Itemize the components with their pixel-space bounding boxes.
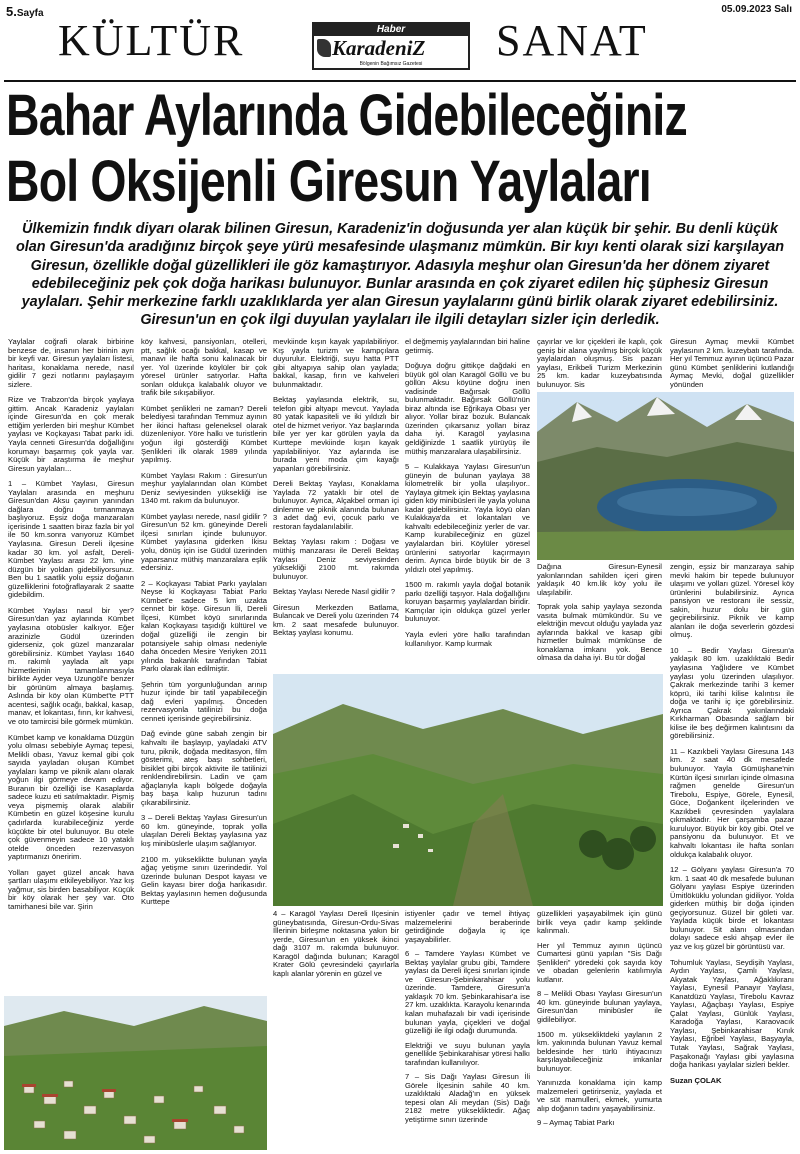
- article-column-3: mevkiinde kışın kayak yapılabiliriyor. Kış yayla turizm ve kampçılara duyurulur. Elektriği, suyu hatta PTT gibi altyapıya sahip olan yaylada; bakkal, kasap, fırın ve kahveleri bulunmaktadır. Bektaş yaylasında elektrik, su, telefon gibi altyapı mevcut. Yaylada 80 yatak kapasiteli ve iki yıldızlı bir otel de hizmet veriyor. Yaz başlarında bile yer yer kar görülen yayla da Kurttepe mevkiinde kışın kayak yapılabiliniyor. Yaz aylarında ise burada yeni moda çim kayağı yapanları görebilirsiniz. Dereli Bektaş Yaylası, Konaklama Yaylada 72 yataklı bir otel de bulunuyor. Ayrıca, Alçakbel orman içi dinlenme ve piknik alanında bulunan 3 adet dağ evi, çocuk parkı ve restoran faydalanılabilir. Bektaş Yaylası rakım : Doğası ve müthiş manzarası ile Dereli Bektaş Yaylası Deniz seviyesinden yüksekliği 2100 mt. rakımda bulunuyor. Bektaş Yaylası Nerede Nasıl gidilir ? Giresun Merkezden Batlama, Bulancak ve Dereli yolu üzerinden 74 km. 2 saat mesafede bulunuyor. Bektaş yaylası konumu.: [273, 338, 399, 638]
- newspaper-logo: Haber KaradeniZ Bölgenin Bağımsız Gazetesi: [312, 22, 470, 70]
- lake-photo: [537, 392, 794, 560]
- article-column-4: el değmemiş yaylalarından biri haline getirmiş. Doğuya doğru gittikçe dağdaki en büyük göl olan Karagöl Göllü ve bu göllün Aksu köyüne doğru inen vadisinde Bağırsak Göllü bulunmaktadır. Bağırsak Göllü'nün biraz altında ise Eğrikaya Obası yer alıyor. Yollar biraz bozuk. Bulancak üzerinden çıkarsanız yolları biraz daha iyi. Karagöl yaylasına geldiğinizde 1 saatlik yürüyüş ile müthiş manzaralara ulaşabilirsiniz. 5 – Kulakkaya Yaylası Giresun'un güneyin de bulunan yaylaya 38 kilometrelik bir yolla ulaşılıyor.. Yaylaya gitmek için Bektaş yaylasına giden köy minibüsleri ile yayla yoluna kadar gidebilirsiniz. Yayla köyü olan Kulakkaya'da et lokantaları ve kahvaltı edebileceğiniz yerler de var. Kamp kurabileceğiniz en güzel yaylalardan biri. Köylüler yöresel ürünlerini satıyorlar kaçırmayın derim. Ayrıca birde büyük bir de 3 yıldızlı otel yapılmış. 1500 m. rakımlı yayla doğal botanik parkı özelliği taşıyor. Hala doğallığını koruyan başarmış yaylalardan biridir. Kamçılar için oldukça güzel yerler bulunuyor. Yayla evleri yöre halkı tarafından kullanılıyor. Kamp kurmak: [405, 338, 530, 648]
- village-photo: [4, 996, 267, 1150]
- section-title-right: SANAT: [496, 16, 648, 65]
- page-number: 5.Sayfa: [6, 4, 44, 19]
- article-column-2: köy kahvesi, pansiyonları, otelleri, ptt, sağlık ocağı bakkal, kasap ve manavı ile hafta sonu kalınacak bir yer. Yol üzerinde köylüler bir çok yöresel ürünler satıyorlar. Hafta sonları oldukça kalabalık oluyor ve trafik bile sıkışabiliyor. Kümbet şenlikleri ne zaman? Dereli belediyesi tarafından Temmuz ayının her ikinci haftası geleneksel olarak düzenleniyor. Yöre halkı ve turistlerin yoğun ilgi gösterdiği Kümbet Şenlikleri ilk olarak 1989 yılında yapılmış. Kümbet Yaylası Rakım : Giresun'un meşhur yaylalarından olan Kümbet Deniz seviyesinden yüksekliği ise 1340 mt. rakım da bulunuyor. Kümbet yaylası nerede, nasıl gidilir ? Giresun'un 52 km. güneyinde Dereli ilçesi sınırları içinde bulunuyor. Kümbet yaylasına giderken İkisu yolu, dönüş için ise Güdül üzerinden yaparsanız müthiş manzaralara eşlik edersiniz. 2 – Koçkayası Tabiat Parkı yaylaları Neyse ki Koçkayası Tabiat Parkı Kümbet'e sadece 5 km uzakta cennet bir köşe. Giresun İli, Dereli İlçesi, Kümbet köyü sınırlarında kalan Koçkayası taşıdığı kültürel ve doğal güzelliği ile zengin bir potansiyele sahip olması nedeniyle daha önceden Mesire Yeriyken 2011 yılında bakanlık tarafından Tabiat Parkı olarak ilan edilmiştir. Şehrin tüm yorgunluğundan arınıp huzur içinde bir tatil yapabileceğin dağ evleri yapılmış. Önceden rezervasyonla tatilinizi bu doğa cenneti içerisinde geçirebilirsiniz. Dağ evinde güne sabah zengin bir kahvaltı ile başlayıp, yayladaki ATV turu, piknik, doğada meditasyon, film gösterimi, ateş başı sohbetleri, bisiklet gibi birçok aktivite ile tatilinizi renklendirebilirsin. Ladin ve çam ağaçlarıyla kaplı bölgede doğayla baş başa kalıp huzurun tadını çıkarabilirsiniz. 3 – Dereli Bektaş Yaylası Giresun'un 60 km. güneyinde, toprak yolla ulaşılan Dereli Bektaş yaylasına yaz kış minibüslerle ulaşım sağlanıyor. 2100 m. yüksekliktte bulunan yayla ağaç yetişme sınırı üzerindedir. Yol üzerinde bulunan Despot kayası ve Gelin kayası birer doğa harikasıdır. Bektaş yaylasının hemen doğusunda Kurttepe: [141, 338, 267, 907]
- headline-line-1: Bahar Aylarında Gidebileceğiniz: [6, 83, 687, 148]
- article-column-5-lower: Dağına Giresun-Eynesil yakınlarından sahilden içeri giren yaklaşık 40 km.lik köy yolu ile ulaşılabilir. Toprak yola sahip yaylaya sezonda vasıta bulmak mümkündür. Su ve elektriğin mevcut olduğu yaylada yaz aylarında bakkal ve kasap gibi hizmetler bulmak mümkünse de konaklama imkanı yok. Bence olmasa da daha iyi. Bu tür doğal: [537, 563, 662, 663]
- article-column-6-lower: zengin, eşsiz bir manzaraya sahip mevki hakim bir tepede bulunuyor ulaşımı ve yolları güzel. Yöresel köy ürünlerini bulabilirsiniz. Ayrıca pansiyon ve restoranı ile sessiz, sakin, huzur dolu bir gün geçirebilirsiniz. Piknik ve kamp alanları ile doğa severlerin gözdesi olmuş. 10 – Bedir Yaylası Giresun'a yaklaşık 80 km. uzaklıktaki Bedir yaylasına Yağlıdere ve Kümbet yaylası yolu üzerinden ulaşılıyor. Çakrak merkezinde tarihi 3 kemer köprü, iki tarihi kilise kalıntısı ile doğa ve tarihi iç içe görebilirsiniz. Ayrıca Çakrak yakınlarındaki Kırkharman Obasında sağlam bir kilise ile beş değirmen kalıntısını da görebilirsiniz. 11 – Kazıkbeli Yaylası Giresuna 143 km. 2 saat 40 dk mesafede bulunuyor. Yayla Gümüşhane'nin Kürtün ilçesi sınırları içinde olmasına rağmen genelde Giresun'un Tirebolu, Espiye, Görele, Eynesil, Güce, Doğankent ilçelerinden ve Kazıkbeli çevresinden yaylalara çıkmaktadır. Her çarşamba pazar kuruluyor. Büyük bir köy gibi. Otel ve pansiyonu da bulunuyor. Et ve kahvaltı lokantası ile hafta sonları oldukça kalabalık oluyor. 12 – Gölyanı yaylası Giresun'a 70 km. 1 saat 40 dk mesafede bulunan Gölyanı yaylası Espiye üzerinden Ümitlöküklu yolundan gidiliyor. Yolda giderken müthiş bir doğa içinden geçiyorsunuz. Güzel bir göleti var. Yaylada küçük birde et lokantası bulunuyor. Sit alanı olmasından dolayı sadece eski ahşap evler ile yaz ve kış güzel bir görüntüsü var. Tohumluk Yaylası, Seydişih Yaylası, Aydın Yaylası, Çamlı Yaylası, Akyatak Yaylası, Ağaklıkıranı Yaylası, Eynesil Panayır Yaylası, Kanatdüzü Yaylası, Tirebolu Kavraz Yaylası, Ağaçbaşı Yaylası, Espiye Çalat Yaylası, Günlük Yaylası, Karadoğa Yaylası, Karaovacık Yaylası, Şebinkarahisar Kınık Yaylası, Eğribel Yaylası, Başyayla, Tutak Yaylası, Sağrak Yaylası, Paşakonağı Yaylası gibi yaylasına doğa harikası yaylalar sizleri bekler. Suzan ÇOLAK: [670, 563, 794, 1085]
- section-title-left: KÜLTÜR: [58, 16, 245, 65]
- article-column-6-top: Giresun Aymaç mevkii Kümbet yaylasının 2 km. kuzeybatı tarafında. Her yıl Temmuz ayının üçüncü Pazar günü Kümbet şenliklerini kutlandığı Aymaç Mevki, doğal güzellikler yönünden: [670, 338, 794, 389]
- article-column-1: Yaylalar coğrafi olarak birbirine benzese de, insanın her birinin ayrı bir keyfi var. Giresun yaylaları listesi, haritası, konaklama nerede, nasıl gidilir 7 gezi notlarını paylaşayım sizlere. Rize ve Trabzon'da birçok yaylaya gittim. Ancak Karadeniz yaylaları içinde Giresun'da en çok merak ettiğim yerlerden biri meşhur Kümbet yaylası ve Koçkayası Tabat parkı idi. Yayla cenneti Giresun'da doğallığını korumayı başarmış çok yayla var. Küçük bir araştırma ile meşhur Giresun yaylaları... 1 – Kümbet Yaylası, Giresun Yaylaları arasında en meşhuru Giresun'dan Aksu çayının yanından dağlara doğru tırmanmaya başlıyoruz. Eşsiz doğa manzaraları içerisinde 1 saatten biraz fazla bir yol ile 50 km.sonra varıyoruz Kümbet Yaylasına. Giresun Dereli ilçesine kadar 30 km. yol asfalt, Dereli-Kümbet Yaylası arası 22 km. yine düzgün bir yoldan gidebiliyorsunuz. Ben bu 1 saatlik yolu eşsiz doğanın güzelliklerini fotoğraflayarak 2 saatte gidebildim. Kümbet Yaylası nasıl bir yer? Giresun'dan yaz aylarında Kümbet yaylasına otobüsler kalkıyor. Eğer arazinizle Güdül üzerinden giderseniz, çok güzel manzaralar görebilirsiniz. Kümbet Yaylası 1640 m. rakımlı yaylada alt yapı hizmetlerinin tamamlanmasıyla birlikte Ayder veya Uzungöl'e benzer bir görünüm almaya başlamış. Aslında bir köy olan Kümbet'te PTT acentesi, sağlık ocağı, bakkal, kasap, manav, et lokantası, fırın, kır kahvesi, ve oto tamircisi bile görmek mümkün. Kümbet kamp ve konaklama Düzgün yolu olması sebebiyle Aymaç tepesi, Melikli obası, Yavuz kemal gibi çok sayıda yayladan oluşan Kümbet yaylaları kamp ve piknik alanı olarak yoğun ilgi görmeye devam ediyor. Buranın bir özelliği ise Kasaplarda sadece kuzu eti satılmaktadır. Pişmiş veya pişmemiş olarak alabilir Kümbetin en güzel köşesine kurulu çadırlarda kurabileceğiniz yerde küçükte bir otel bulunuyor. Bu otele çok güvenmeyin sadece 10 yataklı otelde önceden rezervasyon yaptırmanızı öneririm. Yolları gayet güzel ancak hava şartları ulaşımı etkileyebiliyor. Yaz kış yağmur, sis birden basabiliyor. Küçük bir köy olarak her şey var. Oto tamirhanesi bile var. Şirin: [8, 338, 134, 911]
- article-column-5-top: çayırlar ve kır çiçekleri ile kaplı, çok geniş bir alana yayılmış birçok küçük yaylalardan oluşmuş. Sis pazarı yaylası, Erikbeli Turizm Merkezinin 25 km. kadar kuzeybatısında bulunuyor. Sis: [537, 338, 662, 389]
- valley-photo: [273, 674, 663, 906]
- lake-caption: Dağına Giresun-Eynesil yakınlarından sahilden içeri giren yaklaşık 40 km.lik köy yolu ile ulaşılabilir.: [537, 563, 662, 597]
- lead-paragraph: Ülkemizin fındık diyarı olarak bilinen Giresun, Karadeniz'in doğusunda yer alan küçük bir şehir. Bu denli küçük olan Giresun'da aradığınız birçok şeye yürü mesafesinde ulaşmanız mümkün. Bir kıyı kenti olarak sizi karşılayan Giresun, özellikle doğal güzellikleri ile göz kamaştırıyor. Adasıyla meşhur olan Giresun'da her dönem ziyaret edebileceğiniz pek çok doğa harikası bulunuyor. Bunlar arasında en çok ziyaret edilen hiç şüphesiz Giresun yaylaları. Şehir merkezine farklı uzaklıklarda yer alan Giresun yaylalarını günü birlik olarak ziyaret edebilirsiniz. Giresun'un en çok ilgi duyulan yaylaları ile ilgili detayları sizler için derledik.: [15, 221, 785, 329]
- melikli-section: güzellikleri yaşayabilmek için günü birlik veya çadır kamp şeklinde kalınmalı. Her yıl Temmuz ayının üçüncü Cumartesi günü yapılan "Sis Dağı Şenlikleri" yöredeki çok sayıda köy ve obadan gelenlerin katılımıyla kutlanır. 8 – Melikli Obası Yaylası Giresun'un 40 km. güneyinde bulunan yaylaya, Giresun'dan minibüsler ile gidilebiliyor. 1500 m. yüksekliktdeki yaylanın 2 km. yakınında bulunan Yavuz kemal beldesinde her türlü ihtiyacınızı karşılayabileceğiniz imkanlar bulunuyor. Yanınızda konaklama için kamp malzemeleri getirirseniz, yaylada et ve süt mamulleri, ekmek, yumurta alıp doğanın tadını yaşayabilirsiniz. 9 – Aymaç Tabiat Parkı: [537, 910, 662, 1128]
- tamdere-section: istiyenler çadır ve temel ihtiyaç malzemelerini beraberinde getirdiğinde doğayla iç içe yaşayabilirler. 6 – Tamdere Yaylası Kümbet ve Bektaş yaylalar grubu gibi, Tamdere yaylası da Dereli ilçesi sınırları içinde ve Giresun-Şebinkarahisar yolu üzerinde. Tamdere, Giresun'a yaklaşık 70 km. Şebinkarahisar'a ise 27 km. uzaklıkta. Karayolu kenarında kalan muhafazalı bir vadi içerisinde bulunan yayla, çiçekleri ve doğal güzelliği ile ilgi odağı durumunda. Elektriği ve suyu bulunan yayla genellikle Şebinkarahisar yöresi halkı tarafından kullanılıyor. 7 – Sis Dağı Yaylası Giresun İli Görele İlçesinin sahile 40 km. uzaklıktaki Aladağ'ın en yüksek tepesi olan Ali meydan (Sis) Dağı 2182 metre yüksekliktedir. Ağaç yetiştirme sınırı üzerinde: [405, 910, 530, 1125]
- headline-line-2: Bol Oksijenli Giresun Yaylaları: [6, 149, 651, 214]
- issue-date: 05.09.2023 Salı: [721, 4, 792, 15]
- karagol-section: 4 – Karagöl Yaylası Dereli İlçesinin güneybatısında, Giresun-Ordu-Sivas İllerinin birleşme noktasına yakın bir yerde, Giresun'un en yüksek ikinci dağı 3107 m. rakımda bulunuyor. Karagöl dağında bulunan; Karagöl Krater Gölü çevresindeki çayırlarla kaplı alanlar yörenin en güzel ve: [273, 910, 399, 978]
- author-name: Suzan ÇOLAK: [670, 1075, 722, 1085]
- header-rule: [4, 80, 796, 82]
- logo-mark-icon: [317, 39, 331, 57]
